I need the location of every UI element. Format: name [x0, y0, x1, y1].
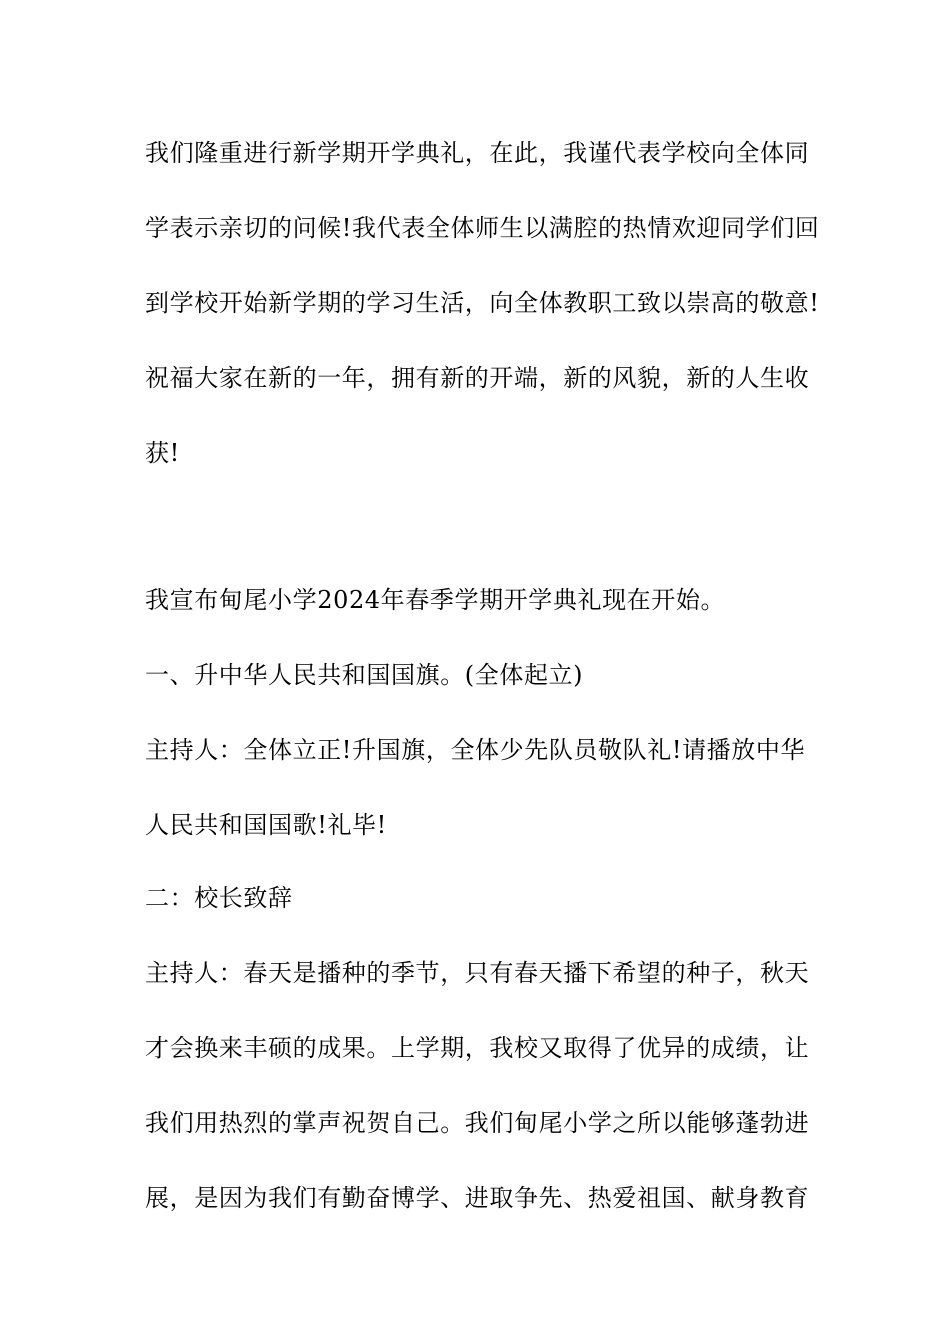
text-line: 主持人：春天是播种的季节，只有春天播下希望的种子，秋天 [145, 959, 810, 987]
text-line: 我宣布甸尾小学2024年春季学期开学典礼现在开始。 [145, 586, 726, 614]
text-line: 主持人：全体立正!升国旗，全体少先队员敬队礼!请播放中华 [145, 736, 806, 764]
text-line: 才会换来丰硕的成果。上学期，我校又取得了优异的成绩，让 [145, 1034, 810, 1062]
text-line: 人民共和国国歌!礼毕! [145, 811, 387, 839]
text-line: 获! [145, 439, 180, 467]
text-line: 展，是因为我们有勤奋博学、进取争先、热爱祖国、献身教育 [145, 1184, 810, 1212]
text-line: 我们隆重进行新学期开学典礼，在此，我谨代表学校向全体同 [145, 139, 810, 167]
text-line: 一、升中华人民共和国国旗。(全体起立) [145, 661, 584, 689]
text-line: 我们用热烈的掌声祝贺自己。我们甸尾小学之所以能够蓬勃进 [145, 1109, 810, 1137]
text-line: 学表示亲切的问候!我代表全体师生以满腔的热情欢迎同学们回 [145, 214, 820, 242]
text-line: 二：校长致辞 [145, 884, 293, 912]
text-line: 祝福大家在新的一年，拥有新的开端，新的风貌，新的人生收 [145, 364, 810, 392]
text-line: 到学校开始新学期的学习生活，向全体教职工致以崇高的敬意! [145, 289, 820, 317]
